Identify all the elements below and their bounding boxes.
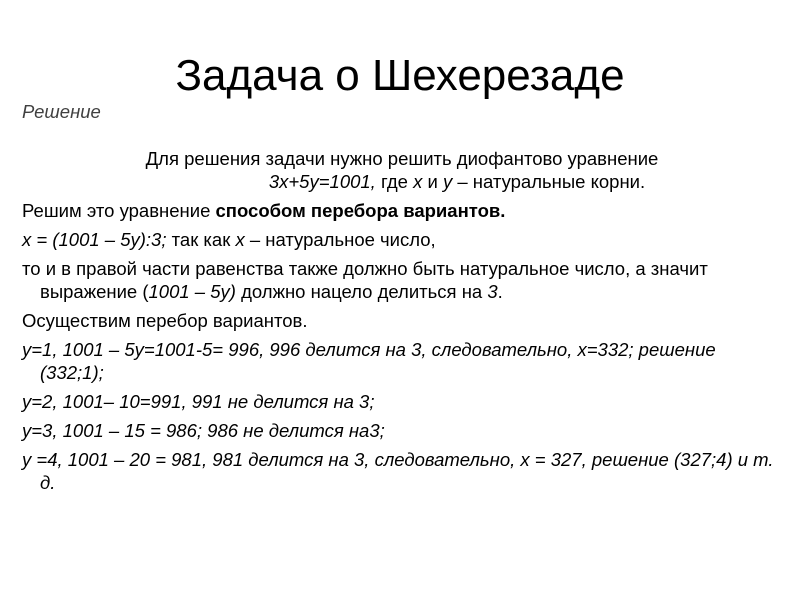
- equation-end-text: – натуральные корни.: [452, 171, 646, 192]
- equation-intro-text: Для решения задачи нужно решить диофантово уравнение: [145, 148, 659, 169]
- case-y4: y =4, 1001 – 20 = 981, 981 делится на 3, следовательно, x = 327, решение (327;4) и т. д.: [22, 449, 774, 493]
- divisibility-expression: 1001 – 5y): [148, 281, 236, 302]
- equation-and-text: и: [422, 171, 443, 192]
- divisibility-mid: должно нацело делиться на: [235, 281, 488, 302]
- x-expression: x = (1001 – 5y):3;: [22, 229, 167, 250]
- case-y3: y=3, 1001 – 15 = 986; 986 не делится на3;: [22, 420, 385, 441]
- equation-mid-text: где: [375, 171, 414, 192]
- case-y1: y=1, 1001 – 5y=1001-5= 996, 996 делится на 3, следовательно, x=332; решение (332;1);: [22, 339, 716, 383]
- equation-line: [22, 170, 782, 193]
- paragraph-divisibility: [22, 257, 782, 303]
- slide-title: Задача о Шехерезаде: [175, 51, 625, 100]
- paragraph-method: [22, 199, 782, 222]
- divisibility-text: то и в правой части равенства также должно быть натуральное число, а значит выражение (: [22, 258, 708, 302]
- method-bold-text: способом перебора вариантов.: [215, 200, 506, 221]
- divisibility-end: .: [497, 281, 503, 302]
- section-subtitle: Решение: [22, 101, 101, 122]
- case-y2: y=2, 1001– 10=991, 991 не делится на 3;: [22, 391, 375, 412]
- x-variable: x: [235, 229, 245, 250]
- slide-body: [22, 100, 782, 500]
- divisor-number: 3: [487, 281, 498, 302]
- variable-x: x: [413, 171, 423, 192]
- x-expression-end: – натуральное число,: [244, 229, 436, 250]
- variable-y: y: [442, 171, 453, 192]
- paragraph-x-expression: [22, 228, 782, 251]
- paragraph-equation-intro: [22, 147, 782, 193]
- equation-text: 3x+5y=1001,: [268, 171, 376, 192]
- method-text: Решим это уравнение: [22, 200, 216, 221]
- x-expression-mid: так как: [166, 229, 236, 250]
- paragraph-enumeration: Осуществим перебор вариантов.: [22, 310, 308, 331]
